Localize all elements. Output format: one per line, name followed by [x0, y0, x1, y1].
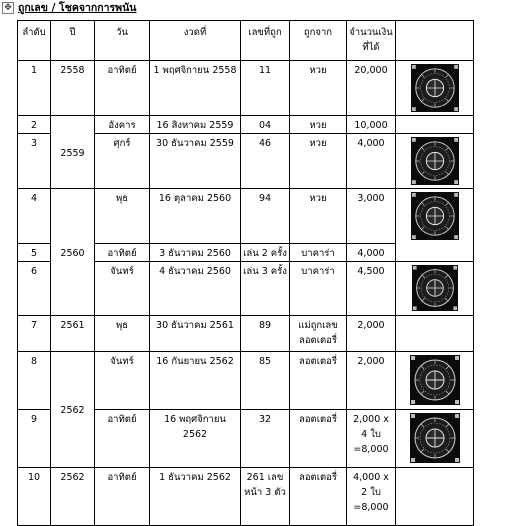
table-row — [18, 352, 474, 410]
table-row — [18, 189, 474, 244]
cell-number: เล่น 2 ครั้ง — [241, 244, 290, 262]
cell-day: อาทิตย์ — [95, 468, 150, 526]
cell-source: ลอตเตอรี่ — [290, 410, 347, 468]
cell-source: ลอตเตอรี่ — [290, 352, 347, 410]
cell-source: หวย — [290, 134, 347, 189]
fortune-wheel-image — [410, 192, 460, 240]
col-header-order: ลำดับ — [18, 21, 51, 61]
col-header-draw: งวดที่ — [150, 21, 241, 61]
col-header-image — [396, 21, 474, 61]
cell-day: จันทร์ — [95, 352, 150, 410]
cell-year: 2558 — [51, 61, 95, 116]
cell-number: 46 — [241, 134, 290, 189]
cell-amount: 2,000 x 4 ใบ =8,000 — [347, 410, 396, 468]
col-header-number: เลขที่ถูก — [241, 21, 290, 61]
table-row — [18, 116, 474, 134]
cell-source: บาคาร่า — [290, 262, 347, 316]
cell-day: อาทิตย์ — [95, 61, 150, 116]
cell-draw: 16 สิงหาคม 2559 — [150, 116, 241, 134]
cell-source: หวย — [290, 116, 347, 134]
cell-order: 10 — [18, 468, 51, 526]
cell-draw: 1 ธันวาคม 2562 — [150, 468, 241, 526]
cell-draw: 4 ธันวาคม 2560 — [150, 262, 241, 316]
table-row — [18, 316, 474, 352]
cell-amount: 2,000 — [347, 316, 396, 352]
cell-image — [396, 468, 474, 526]
col-header-source: ถูกจาก — [290, 21, 347, 61]
cell-draw: 3 ธันวาคม 2560 — [150, 244, 241, 262]
cell-day: อาทิตย์ — [95, 410, 150, 468]
cell-number: 32 — [241, 410, 290, 468]
cell-year: 2559 — [51, 116, 95, 189]
col-header-amount: จำนวนเงิน ที่ได้ — [347, 21, 396, 61]
cell-order: 1 — [18, 61, 51, 116]
fortune-wheel-image — [410, 355, 460, 405]
cell-order: 6 — [18, 262, 51, 316]
cell-source: แม่ถูกเลข ลอตเตอรี่ — [290, 316, 347, 352]
cell-number: 89 — [241, 316, 290, 352]
cell-draw: 16 กันยายน 2562 — [150, 352, 241, 410]
cell-day: อาทิตย์ — [95, 244, 150, 262]
cell-order: 5 — [18, 244, 51, 262]
fortune-wheel-image — [410, 64, 460, 112]
cell-image — [396, 61, 474, 116]
cell-year: 2560 — [51, 189, 95, 316]
document-heading: ถูกเลข / โชคจากการพนัน — [18, 2, 137, 14]
cell-day: ศุกร์ — [95, 134, 150, 189]
cell-draw: 1 พฤศจิกายน 2558 — [150, 61, 241, 116]
cell-order: 7 — [18, 316, 51, 352]
cell-draw: 30 ธันวาคม 2559 — [150, 134, 241, 189]
table-row — [18, 61, 474, 116]
cell-amount: 3,000 — [347, 189, 396, 244]
cell-amount: 4,000 — [347, 244, 396, 262]
cell-order: 8 — [18, 352, 51, 410]
cell-image — [396, 134, 474, 189]
cell-amount: 2,000 — [347, 352, 396, 410]
table-header-row — [18, 21, 474, 61]
cell-source: บาคาร่า — [290, 244, 347, 262]
cell-year: 2561 — [51, 316, 95, 352]
cell-day: อังคาร — [95, 116, 150, 134]
fortune-wheel-image — [410, 265, 460, 311]
col-header-year: ปี — [51, 21, 95, 61]
table-move-handle[interactable]: ✥ — [2, 2, 14, 14]
cell-year: 2562 — [51, 352, 95, 468]
cell-day: จันทร์ — [95, 262, 150, 316]
cell-amount: 4,000 x 2 ใบ =8,000 — [347, 468, 396, 526]
cell-order: 9 — [18, 410, 51, 468]
cell-number: 85 — [241, 352, 290, 410]
fortune-wheel-image — [410, 137, 460, 185]
winnings-table — [17, 20, 474, 526]
cell-amount: 4,500 — [347, 262, 396, 316]
cell-amount: 10,000 — [347, 116, 396, 134]
fortune-wheel-image — [410, 413, 460, 463]
cell-image — [396, 116, 474, 134]
cell-draw: 30 ธันวาคม 2561 — [150, 316, 241, 352]
cell-image — [396, 352, 474, 410]
cell-image — [396, 316, 474, 352]
cell-order: 3 — [18, 134, 51, 189]
cell-image — [396, 189, 474, 262]
cell-number: 11 — [241, 61, 290, 116]
cell-draw: 16 พฤศจิกายน 2562 — [150, 410, 241, 468]
cell-source: หวย — [290, 61, 347, 116]
cell-number: 261 เลขหน้า 3 ตัว — [241, 468, 290, 526]
cell-amount: 20,000 — [347, 61, 396, 116]
cell-amount: 4,000 — [347, 134, 396, 189]
cell-number: 04 — [241, 116, 290, 134]
cell-order: 2 — [18, 116, 51, 134]
cell-source: หวย — [290, 189, 347, 244]
cell-day: พุธ — [95, 189, 150, 244]
cell-number: เล่น 3 ครั้ง — [241, 262, 290, 316]
cell-order: 4 — [18, 189, 51, 244]
cell-image — [396, 410, 474, 468]
cell-day: พุธ — [95, 316, 150, 352]
cell-image — [396, 262, 474, 316]
table-row — [18, 468, 474, 526]
col-header-day: วัน — [95, 21, 150, 61]
cell-year: 2562 — [51, 468, 95, 526]
cell-number: 94 — [241, 189, 290, 244]
cell-source: ลอตเตอรี่ — [290, 468, 347, 526]
cell-draw: 16 ตุลาคม 2560 — [150, 189, 241, 244]
